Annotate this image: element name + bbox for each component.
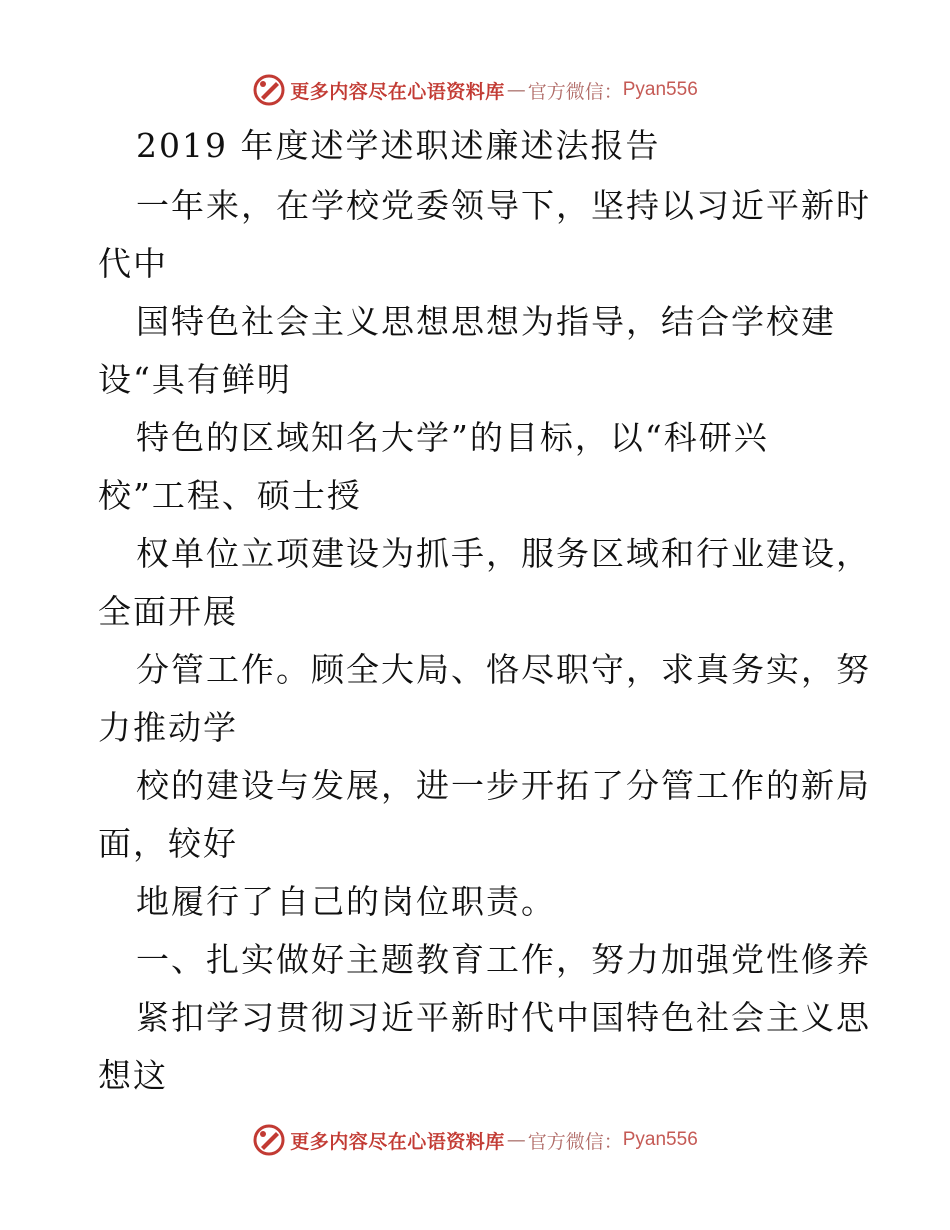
banner-wechat-id: Pyan556 [622,79,698,100]
paragraph-line: 代中 [98,244,168,283]
paragraph-line: 国特色社会主义思想思想为指导，结合学校建 [136,302,836,341]
banner-site-text: 更多内容尽在心语资料库 [290,1130,505,1153]
banner-dash: — [506,1129,526,1151]
footer-banner [0,1120,950,1160]
paragraph-line: 想这 [98,1056,168,1095]
banner-wechat-label: 官方微信： [527,1130,623,1153]
paragraph-line: 面，较好 [98,824,238,863]
section-heading: 一、扎实做好主题教育工作，努力加强党性修养 [136,940,871,979]
paragraph-line: 紧扣学习贯彻习近平新时代中国特色社会主义思 [136,998,871,1037]
banner-site-text: 更多内容尽在心语资料库 [290,80,505,103]
banner-wechat-id: Pyan556 [622,1129,698,1150]
quill-seal-icon [252,73,286,107]
paragraph-line: 设“具有鲜明 [98,360,292,399]
quill-seal-icon [252,1123,286,1157]
document-title: 2019 年度述学述职述廉述法报告 [136,126,661,165]
banner-wechat-label: 官方微信： [527,80,623,103]
header-banner [0,70,950,110]
paragraph-line: 全面开展 [98,592,238,631]
paragraph-line: 特色的区域知名大学”的目标，以“科研兴 [136,418,769,457]
paragraph-line: 一年来，在学校党委领导下，坚持以习近平新时 [136,186,871,225]
paragraph-line: 校”工程、硕士授 [98,476,362,515]
paragraph-line: 权单位立项建设为抓手，服务区域和行业建设， [136,534,871,573]
paragraph-line: 分管工作。顾全大局、恪尽职守，求真务实，努 [136,650,871,689]
paragraph-line: 校的建设与发展，进一步开拓了分管工作的新局 [136,766,871,805]
paragraph-line: 力推动学 [98,708,238,747]
paragraph-line: 地履行了自己的岗位职责。 [136,882,556,921]
banner-dash: — [506,79,526,101]
